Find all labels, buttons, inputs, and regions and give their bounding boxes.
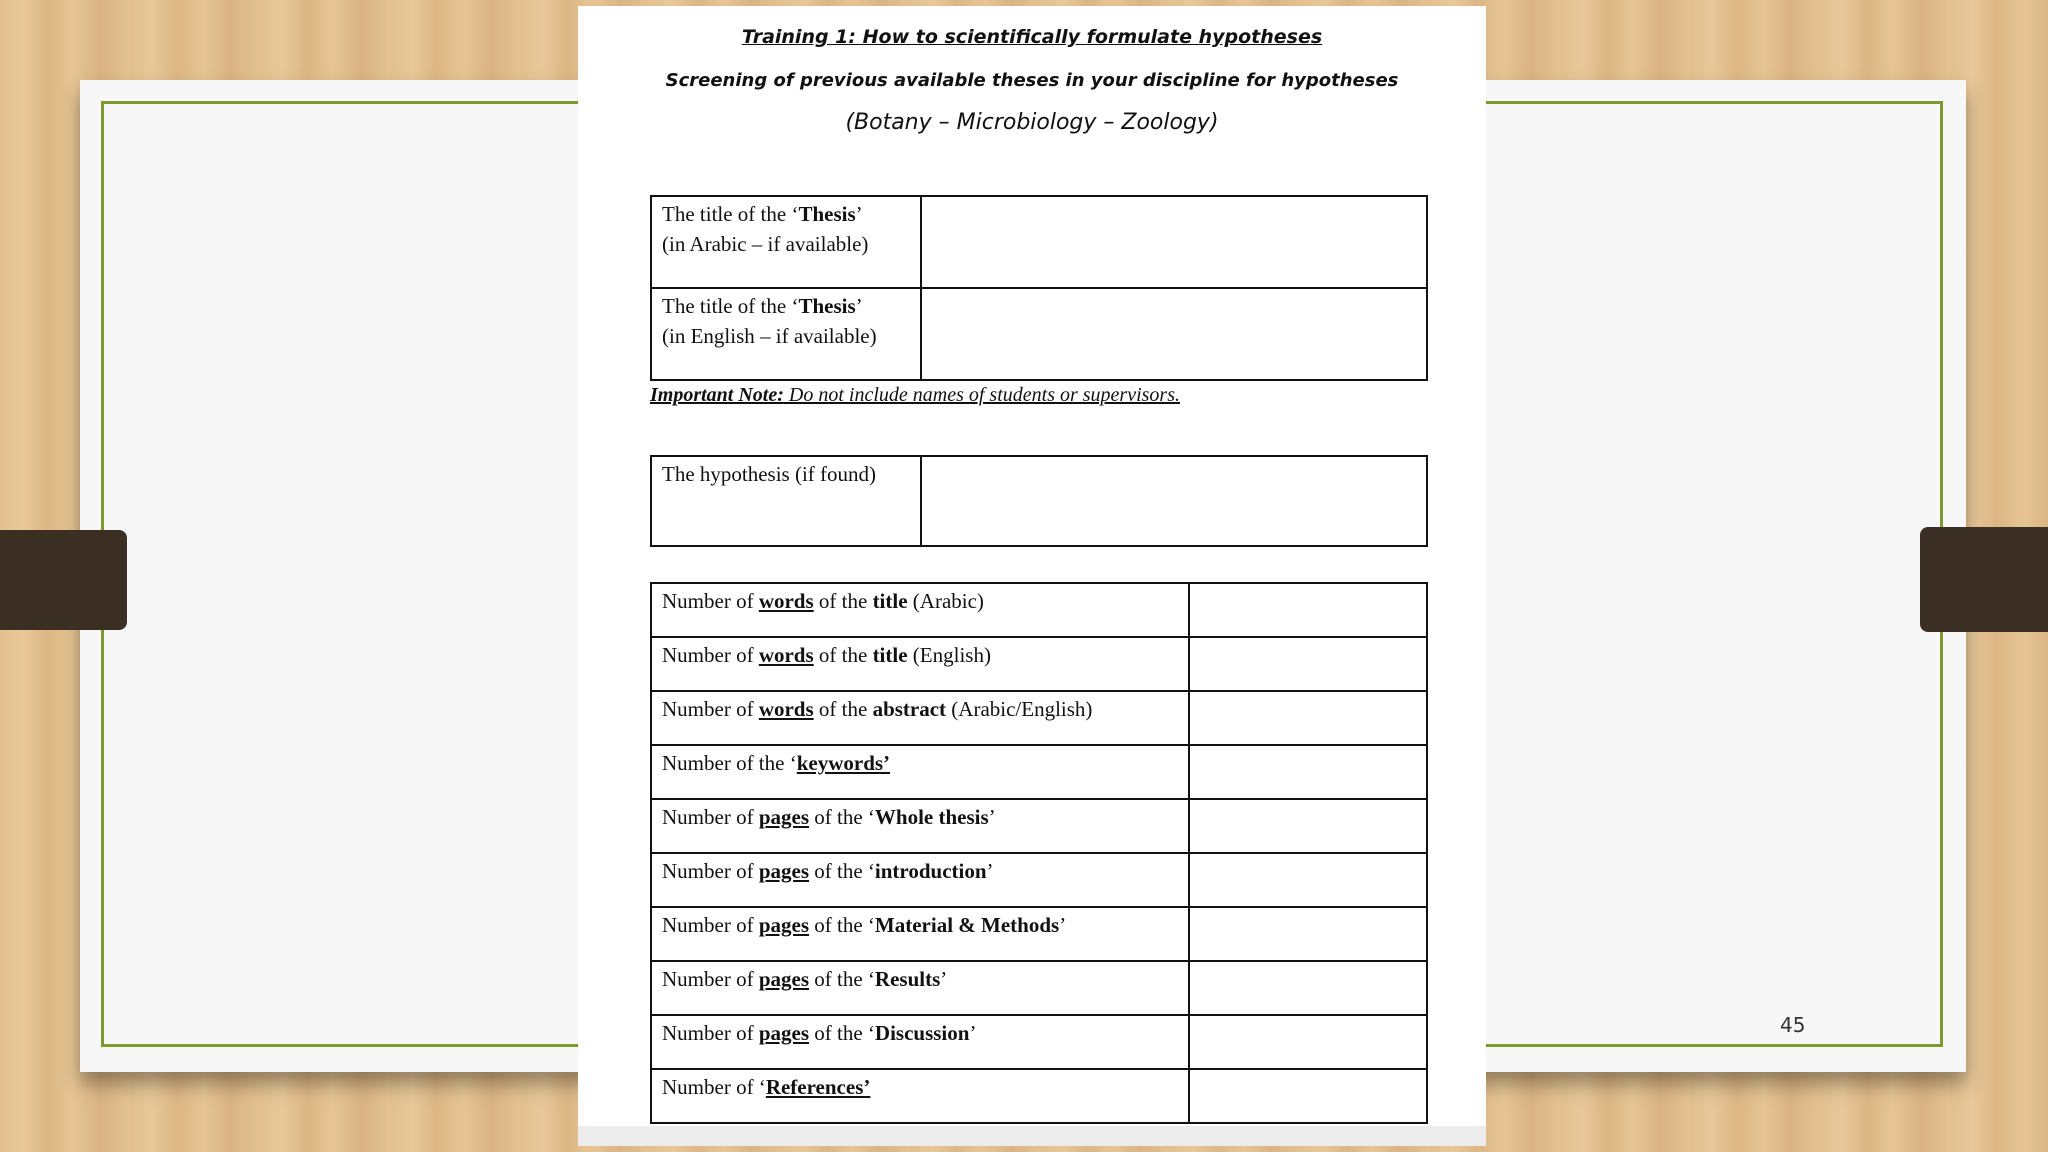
table-row <box>651 456 1427 546</box>
count-label-part: of the ‘ <box>809 913 875 937</box>
count-value-field[interactable] <box>1189 691 1427 745</box>
thesis-title-table <box>650 195 1428 381</box>
table-row <box>651 853 1427 907</box>
count-label-part: words <box>758 643 814 667</box>
count-label-part: of the <box>813 643 873 667</box>
count-label-part: pages <box>758 1021 809 1045</box>
table-row <box>651 907 1427 961</box>
count-label-part: pages <box>758 967 809 991</box>
table-row <box>651 691 1427 745</box>
count-label <box>651 1015 1189 1069</box>
document-subtitle: Screening of previous available theses in your discipline for hypotheses <box>665 70 1399 91</box>
hypothesis-field[interactable] <box>921 456 1427 546</box>
count-value-field[interactable] <box>1189 1069 1427 1123</box>
count-label <box>651 691 1189 745</box>
count-label-part: Number of <box>662 589 759 613</box>
label-text: ’ <box>855 294 863 318</box>
table-row <box>651 637 1427 691</box>
table-row <box>651 196 1427 288</box>
hypothesis-table <box>650 455 1428 547</box>
count-label-part: Number of <box>662 1021 759 1045</box>
label-text: The title of the ‘ <box>662 202 799 226</box>
note-label: Important Note: <box>650 384 784 406</box>
count-label-part: (Arabic/English) <box>946 697 1093 721</box>
right-binder-tab <box>1920 527 2048 632</box>
count-label-part: keywords’ <box>796 751 891 775</box>
count-label <box>651 637 1189 691</box>
document-title: Training 1: How to scientifically formulate hypotheses <box>741 26 1323 48</box>
note-text: Do not include names of students or supervisors. <box>783 384 1180 406</box>
count-label-part: of the ‘ <box>809 805 875 829</box>
table-row <box>651 1015 1427 1069</box>
count-label-part: Number of ‘ <box>662 1075 766 1099</box>
count-label-part: of the <box>813 589 873 613</box>
count-value-field[interactable] <box>1189 637 1427 691</box>
document-image <box>578 6 1486 1146</box>
count-label-part: words <box>758 697 814 721</box>
count-label-part: Number of <box>662 913 759 937</box>
table-row <box>651 583 1427 637</box>
count-value-field[interactable] <box>1189 961 1427 1015</box>
count-label-part: ’ <box>1059 913 1067 937</box>
count-label <box>651 583 1189 637</box>
count-label-part: words <box>758 589 814 613</box>
count-label <box>651 853 1189 907</box>
table-row <box>651 288 1427 380</box>
table-row <box>651 799 1427 853</box>
count-label-part: abstract <box>872 697 947 721</box>
count-label-part: Discussion <box>874 1021 970 1045</box>
english-title-label <box>651 288 921 380</box>
document-disciplines: (Botany – Microbiology – Zoology) <box>845 110 1219 135</box>
counts-table <box>650 582 1428 1124</box>
count-label-part: of the ‘ <box>809 1021 875 1045</box>
count-value-field[interactable] <box>1189 853 1427 907</box>
count-label-part: (Arabic) <box>907 589 984 613</box>
count-label-part: title <box>872 643 908 667</box>
count-value-field[interactable] <box>1189 799 1427 853</box>
count-label-part: (English) <box>907 643 991 667</box>
count-label-part: of the <box>813 697 873 721</box>
count-label-part: Whole thesis <box>874 805 989 829</box>
count-value-field[interactable] <box>1189 745 1427 799</box>
count-label-part: ’ <box>988 805 996 829</box>
count-label-part: Number of <box>662 967 759 991</box>
count-value-field[interactable] <box>1189 907 1427 961</box>
count-label <box>651 961 1189 1015</box>
count-label-part: Number of <box>662 859 759 883</box>
table-row <box>651 1069 1427 1123</box>
label-text: (in Arabic – if available) <box>662 232 869 256</box>
count-label-part: Number of <box>662 697 759 721</box>
table-row <box>651 745 1427 799</box>
count-label-part: pages <box>758 805 809 829</box>
count-label <box>651 799 1189 853</box>
count-label <box>651 907 1189 961</box>
count-label-part: pages <box>758 859 809 883</box>
count-value-field[interactable] <box>1189 583 1427 637</box>
count-label-part: title <box>872 589 908 613</box>
arabic-title-label <box>651 196 921 288</box>
label-text: The title of the ‘ <box>662 294 799 318</box>
count-label-part: Number of <box>662 643 759 667</box>
count-label-part: Material & Methods <box>874 913 1060 937</box>
count-label-part: Results <box>874 967 941 991</box>
table-row <box>651 961 1427 1015</box>
label-bold: Thesis <box>798 202 856 226</box>
important-note <box>650 384 1450 407</box>
label-text: ’ <box>855 202 863 226</box>
page-number: 45 <box>1780 1013 1806 1037</box>
count-label-part: ’ <box>940 967 948 991</box>
count-label <box>651 1069 1189 1123</box>
count-label-part: of the ‘ <box>809 859 875 883</box>
label-bold: Thesis <box>798 294 856 318</box>
count-label-part: Number of <box>662 805 759 829</box>
count-label-part: ’ <box>969 1021 977 1045</box>
count-label-part: of the ‘ <box>809 967 875 991</box>
arabic-title-field[interactable] <box>921 196 1427 288</box>
hypothesis-label: The hypothesis (if found) <box>651 456 921 546</box>
count-label-part: pages <box>758 913 809 937</box>
document-bottom-bar <box>578 1126 1486 1146</box>
count-label-part: introduction <box>874 859 987 883</box>
count-label-part: ’ <box>986 859 994 883</box>
label-text: (in English – if available) <box>662 324 877 348</box>
english-title-field[interactable] <box>921 288 1427 380</box>
count-label-part: References’ <box>765 1075 871 1099</box>
left-binder-tab <box>0 530 127 630</box>
count-label <box>651 745 1189 799</box>
count-label-part: Number of the ‘ <box>662 751 797 775</box>
count-value-field[interactable] <box>1189 1015 1427 1069</box>
